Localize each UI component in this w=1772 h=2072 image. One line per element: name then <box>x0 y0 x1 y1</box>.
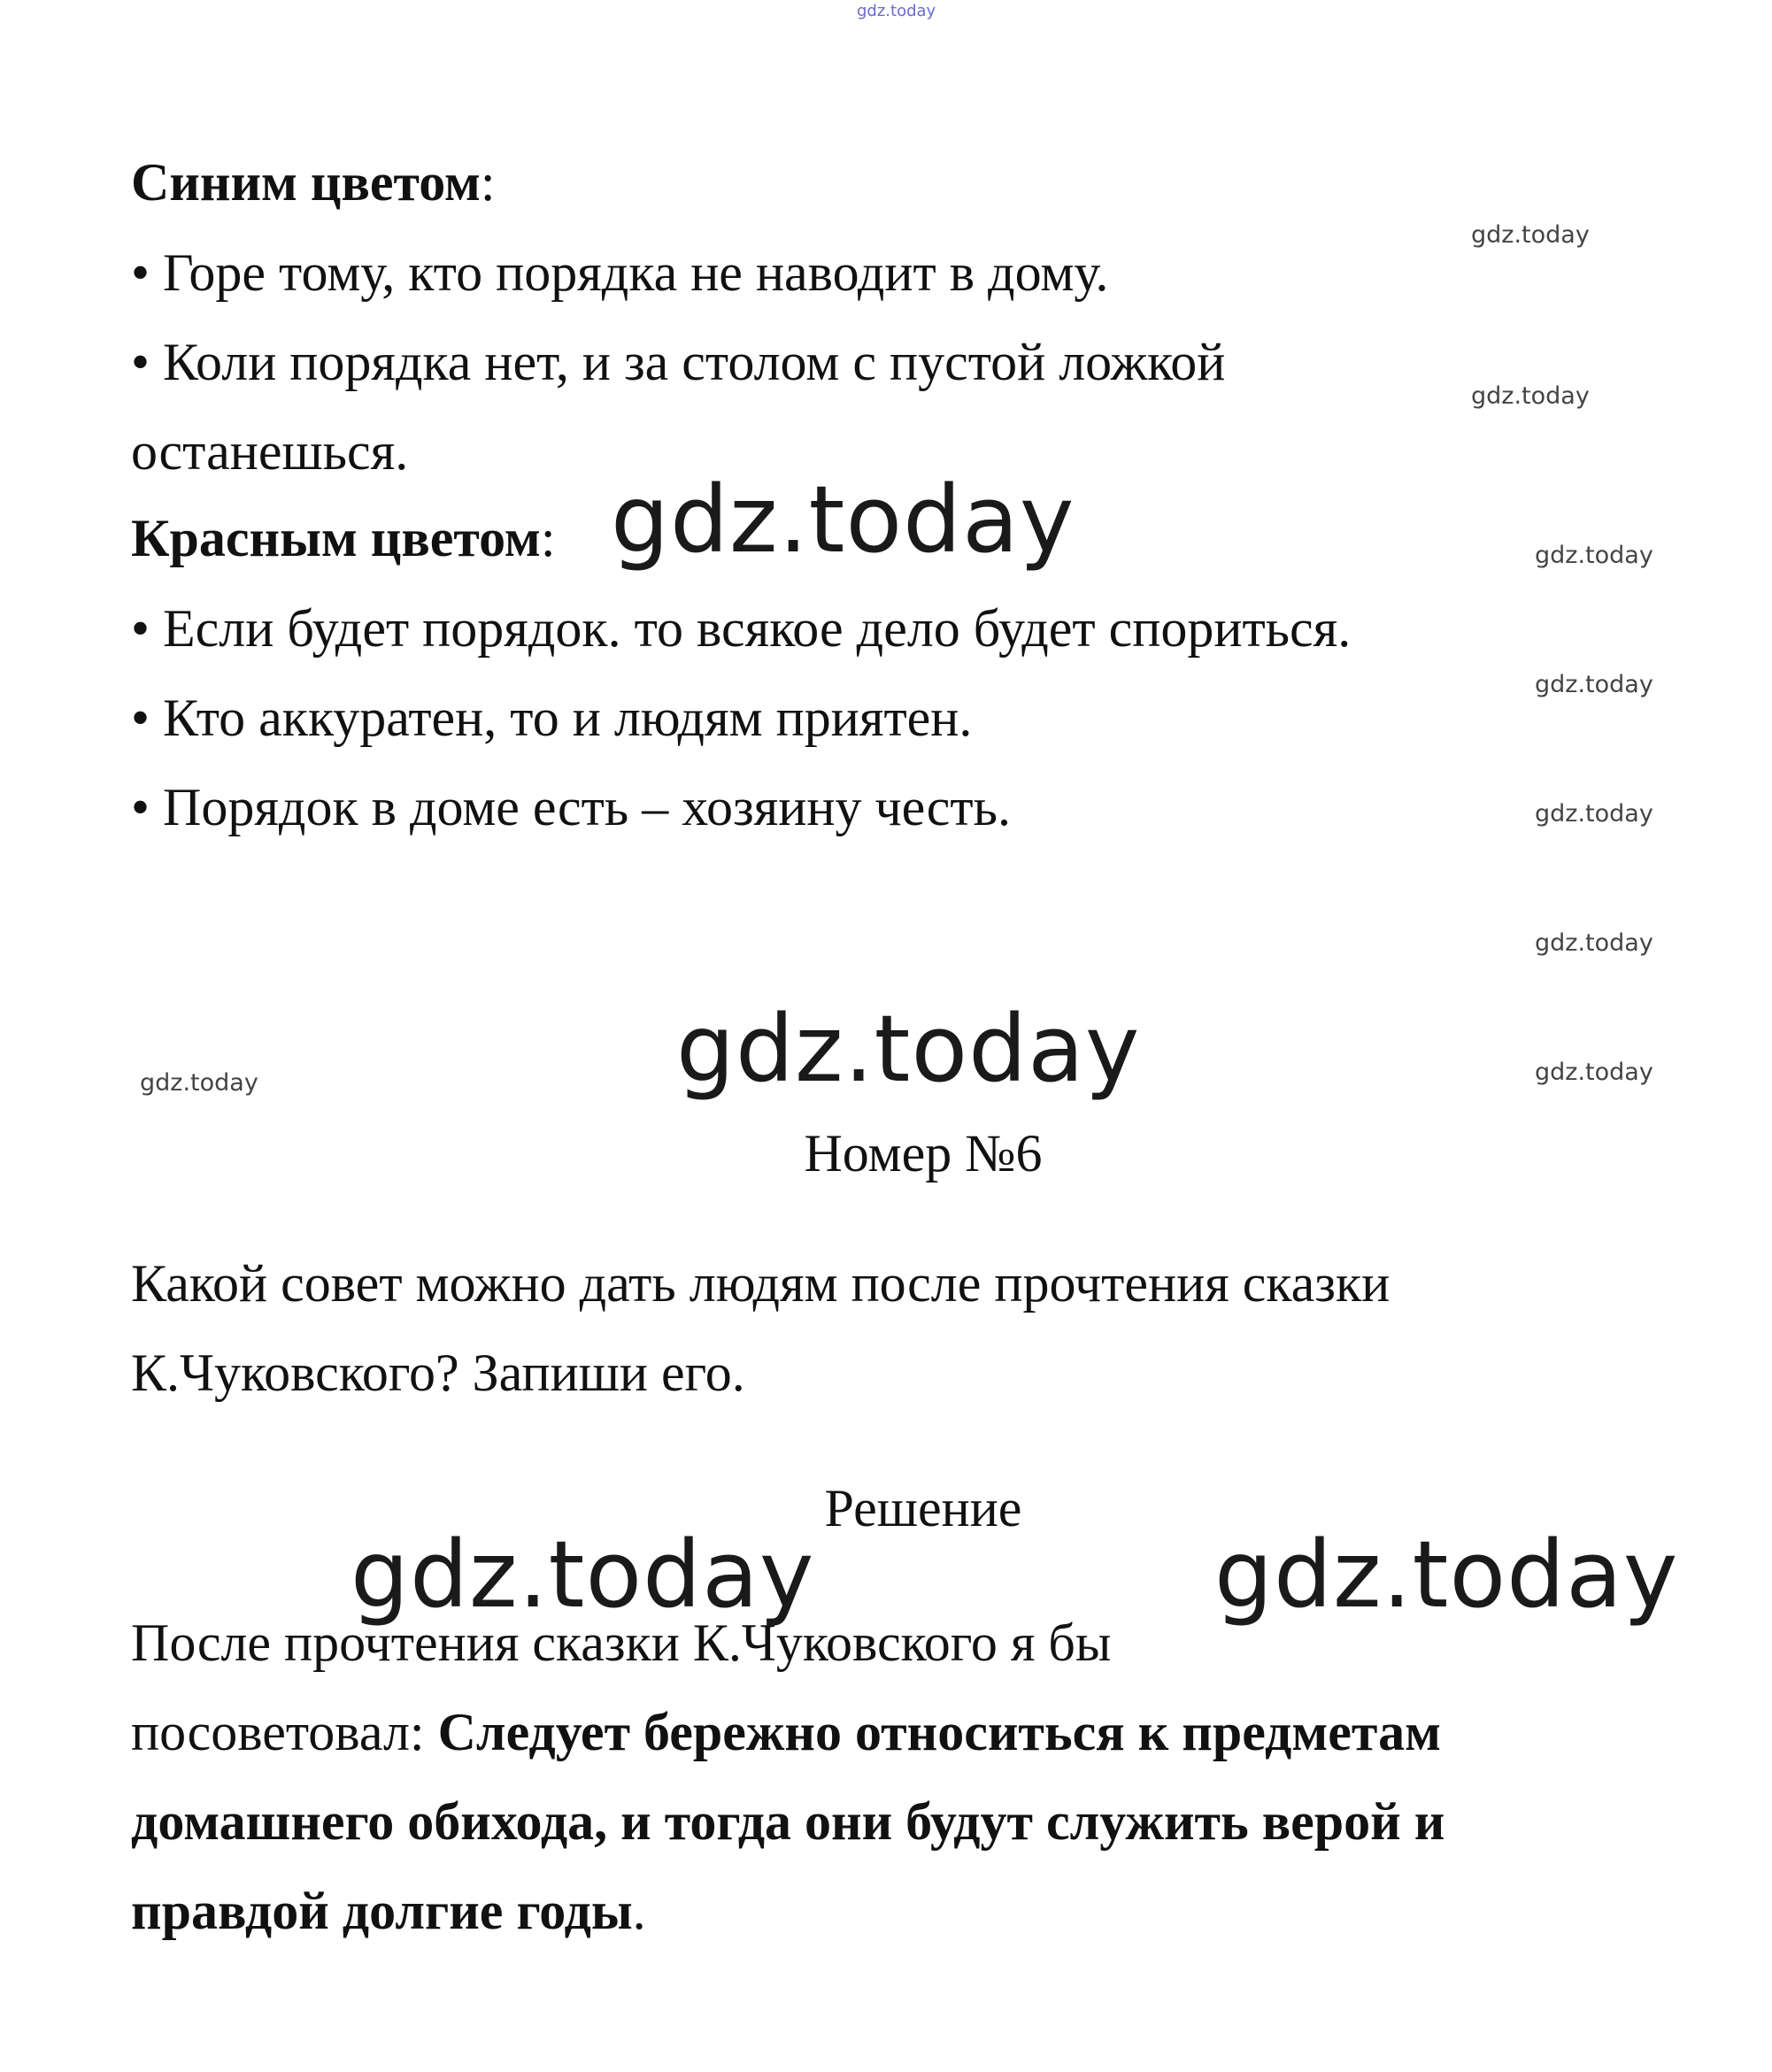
heading-colon: : <box>540 509 556 567</box>
list-item: • Кто аккуратен, то и людям приятен. <box>131 689 973 747</box>
list-item: • Горе тому, кто порядка не наводит в дому. <box>131 243 1109 302</box>
red-section-heading-line <box>131 506 555 570</box>
solution-line: После прочтения сказки К.Чуковского я бы <box>131 1614 1112 1672</box>
list-item: • Порядок в доме есть – хозяину честь. <box>131 778 1012 836</box>
blue-section-heading: Синим цветом <box>131 153 481 212</box>
list-item: останешься. <box>131 422 409 481</box>
solution-advice: Следует бережно относиться к предметам <box>437 1703 1441 1761</box>
watermark-top: gdz.today <box>857 2 936 20</box>
watermark-small: gdz.today <box>140 1069 258 1097</box>
question-line: К.Чуковского? Запиши его. <box>131 1344 745 1402</box>
watermark-small: gdz.today <box>1535 929 1653 957</box>
watermark-small: gdz.today <box>1471 221 1590 249</box>
watermark-small: gdz.today <box>1535 1059 1653 1086</box>
solution-advice: правдой долгие годы <box>131 1882 633 1940</box>
solution-advice-line: домашнего обихода, и тогда они будут служить верой и <box>131 1792 1445 1851</box>
red-section-heading: Красным цветом <box>131 509 541 567</box>
heading-colon: : <box>480 153 496 212</box>
question-line: Какой совет можно дать людям после прочтения сказки <box>131 1254 1391 1313</box>
watermark-large: gdz.today <box>611 466 1075 574</box>
solution-line <box>131 1879 646 1943</box>
watermark-small: gdz.today <box>1471 382 1590 410</box>
solution-line <box>131 1700 1441 1764</box>
watermark-large: gdz.today <box>1214 1521 1679 1629</box>
watermark-small: gdz.today <box>1535 800 1653 828</box>
watermark-large: gdz.today <box>676 995 1141 1103</box>
solution-period: . <box>632 1882 646 1940</box>
watermark-small: gdz.today <box>1535 542 1653 569</box>
list-item: • Коли порядка нет, и за столом с пустой ложкой <box>131 333 1226 391</box>
list-item: • Если будет порядок. то всякое дело будет спориться. <box>131 599 1352 658</box>
task-number: Номер №6 <box>804 1124 1043 1182</box>
solution-title: Решение <box>824 1479 1022 1537</box>
watermark-large: gdz.today <box>351 1521 815 1629</box>
blue-section-heading-line <box>131 150 496 214</box>
watermark-small: gdz.today <box>1535 671 1653 698</box>
solution-text: посоветовал: <box>131 1703 438 1761</box>
